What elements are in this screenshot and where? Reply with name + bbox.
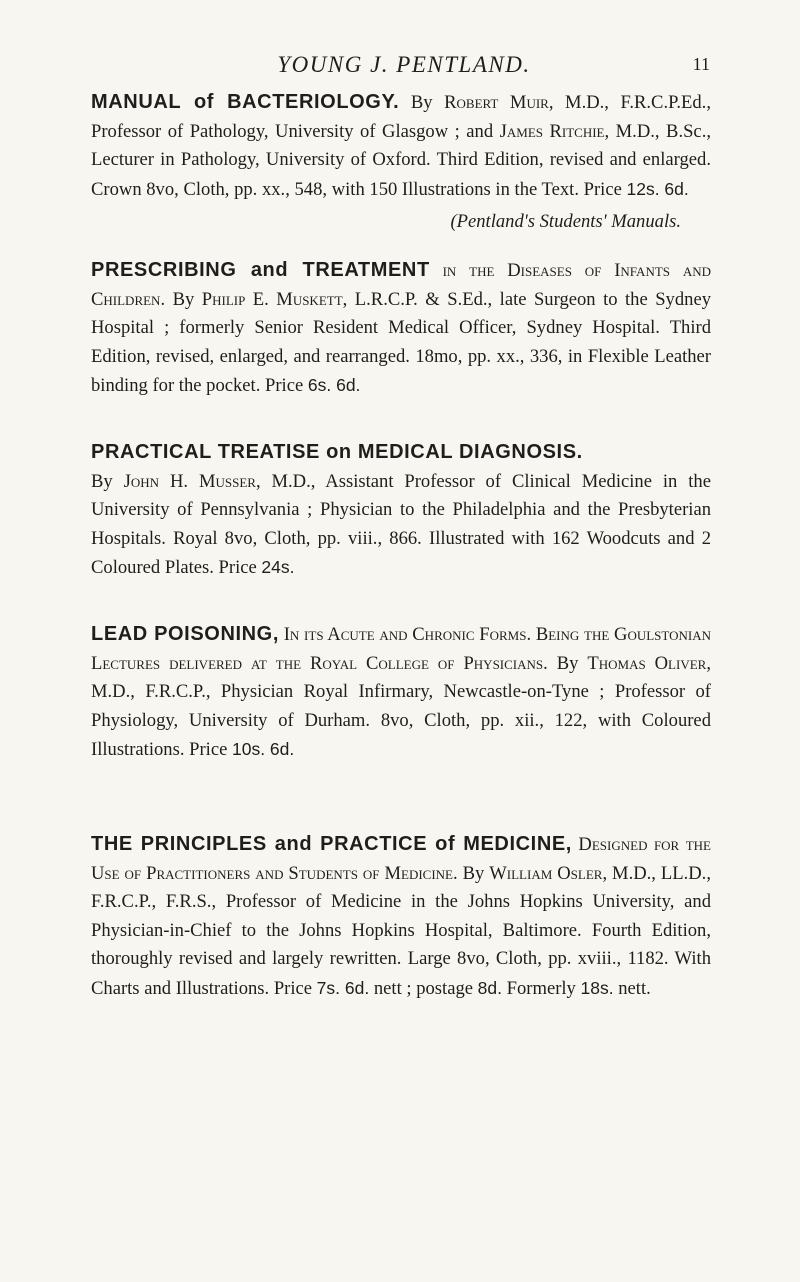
entry-heading: MANUAL of BACTERIOLOGY. — [91, 91, 400, 113]
entry-heading: PRACTICAL TREATISE on MEDICAL DIAGNOSIS. — [91, 441, 583, 463]
entry-body: LEAD POISONING, In its Acute and Chronic Forms. Being the Goulstonian Lectures delivered at the Royal College of Physicians. By Thomas Oliver, M.D., F.R.C.P., Physician Royal Infirmary, Newcastle-on-Tyne ; Professor of Physiology, University of Durham. 8vo, Cloth, pp. xii., 122, with Coloured Illustrations. Price 10s. 6d. — [91, 623, 711, 761]
author-name: Philip E. Muskett — [201, 288, 343, 310]
catalogue-entry — [91, 438, 711, 583]
price: 6s. 6d. — [307, 375, 361, 396]
price: 10s. 6d. — [231, 739, 295, 760]
entry-subheading: in the Diseases of Infants and Children. — [91, 260, 711, 310]
entry-heading: THE PRINCIPLES and PRACTICE of MEDICINE, — [91, 833, 572, 855]
catalogue-entry — [91, 88, 711, 237]
author-name: John H. Musser — [123, 470, 256, 492]
author-name: James Ritchie — [499, 120, 605, 142]
series-note: (Pentland's Students' Manuals. — [450, 211, 681, 233]
running-header — [78, 52, 710, 82]
postage-price: 8d. — [477, 977, 502, 998]
entry-body: THE PRINCIPLES and PRACTICE of MEDICINE, Designed for the Use of Practitioners and Students of Medicine. By William Osler, M.D., LL.D., F.R.C.P., F.R.S., Professor of Medicine in the Johns Hopkins University, and Physician-in-Chief to the Johns Hopkins Hospital, Baltimore. Fourth Edition, thoroughly revised and largely rewritten. Large 8vo, Cloth, pp. xviii., 1182. With Charts and Illustrations. Price 7s. 6d. nett ; postage 8d. Formerly 18s. nett. — [91, 833, 711, 999]
page-number: 11 — [692, 54, 710, 74]
price: 7s. 6d. — [316, 977, 370, 998]
entry-body: MANUAL of BACTERIOLOGY. By Robert Muir, M.D., F.R.C.P.Ed., Professor of Pathology, University of Glasgow ; and James Ritchie, M.D., B.Sc., Lecturer in Pathology, University of Oxford. Third Edition, revised and enlarged. Crown 8vo, Cloth, pp. xx., 548, with 150 Illustrations in the Text. Price 12s. 6d. — [91, 91, 711, 200]
entry-body: PRACTICAL TREATISE on MEDICAL DIAGNOSIS. By John H. Musser, M.D., Assistant Professor of Clinical Medicine in the University of Pennsylvania ; Physician to the Philadelphia and the Presbyterian Hospitals. Royal 8vo, Cloth, pp. viii., 866. Illustrated with 162 Woodcuts and 2 Coloured Plates. Price 24s. — [91, 441, 711, 579]
catalogue-entry — [91, 256, 711, 401]
entry-body: PRESCRIBING and TREATMENT in the Diseases of Infants and Children. By Philip E. Muskett, L.R.C.P. & S.Ed., late Surgeon to the Sydney Hospital ; formerly Senior Resident Medical Officer, Sydney Hospital. Third Edition, revised, enlarged, and rearranged. 18mo, pp. xx., 336, in Flexible Leather binding for the pocket. Price 6s. 6d. — [91, 259, 711, 397]
entry-subheading: In its Acute and Chronic Forms. Being the Goulstonian Lectures delivered at the Royal College of Physicians. — [91, 624, 711, 674]
entry-heading: LEAD POISONING, — [91, 623, 279, 645]
entry-heading: PRESCRIBING and TREATMENT — [91, 259, 430, 281]
catalogue-entry — [91, 830, 711, 1004]
price: 12s. 6d. — [626, 178, 689, 199]
running-title: YOUNG J. PENTLAND. — [277, 52, 531, 77]
author-name: Thomas Oliver — [587, 652, 707, 674]
catalogue-entry — [91, 620, 711, 765]
author-name: William Osler — [489, 862, 603, 884]
entry-subheading: Designed for the Use of Practitioners and Students of Medicine. — [91, 834, 711, 884]
author-name: Robert Muir — [444, 92, 549, 113]
former-price: 18s. — [580, 977, 614, 998]
price: 24s. — [261, 557, 295, 578]
